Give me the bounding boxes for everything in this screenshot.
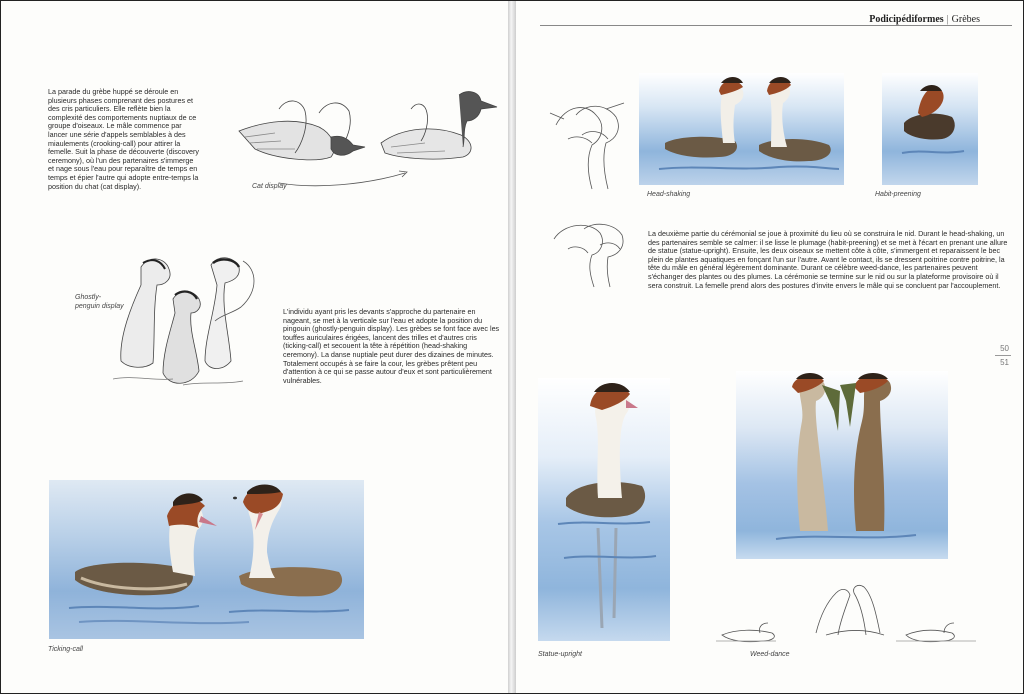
intro-paragraph: La parade du grèbe huppé se déroule en plusieurs phases comprenant des postures et des cris particuliers. Elle reflète bien la complexité des comportements nuptiaux de ce groupe d'oiseaux. Le mâle commence par lancer une série d'appels semblables à des miaulements (crooking-call) pour attirer la femelle. Suit la phase de découverte (discovery ceremony), où l'un des partenaires s'immerge et nage sous l'eau pour reparaître de temps en temps et épier l'autre qui adopte entre-temps la position du chat (cat display).: [48, 87, 200, 191]
header-family: Grèbes: [951, 14, 980, 25]
book-gutter: [508, 1, 516, 693]
statue-upright-painting: [538, 378, 670, 641]
cat-display-sketch: [235, 87, 501, 191]
habit-preening-caption: Habit-preening: [875, 191, 921, 198]
folio-right-number: 51: [1000, 358, 1009, 367]
statue-upright-caption: Statue-upright: [538, 651, 582, 658]
head-shaking-painting: [639, 73, 844, 185]
header-rule: [540, 25, 1012, 26]
ghostly-penguin-caption: Ghostly-penguin display: [75, 294, 124, 310]
ceremony-paragraph: La deuxième partie du cérémonial se joue à proximité du lieu où se construira le nid. Durant le head-shaking, un des partenaires semble se calmer: il se lisse le plumage (habit-preening) et se met à l'écart en prenant une allure de statue (statue-upright). Ensuite, les deux oiseaux se mettent côte à côte, s'immergent et reparaissent le bec plein de plantes aquatiques en fonçant l'un sur l'autre. Avant le contact, ils se dressent poitrine contre poitrine, la tête du mâle en général légèrement dominante. Durant ce célèbre weed-dance, les partenaires peuvent s'échanger des plantes ou des plumes. La cérémonie se termine sur le nid ou sur la plateforme provisoire où il sera construit. La femelle prend alors des postures d'invite envers le mâle qui se concluent par l'accouplement.: [648, 229, 1008, 290]
head-shaking-caption: Head-shaking: [647, 191, 691, 198]
head-shaking-sketch: [546, 95, 630, 191]
weed-dance-caption: Weed-dance: [750, 651, 790, 658]
weed-dance-sketch: [716, 573, 986, 645]
ticking-call-painting: [49, 480, 364, 639]
folio-divider: [995, 355, 1011, 356]
right-page: [516, 1, 1023, 693]
habit-preening-painting: [882, 73, 978, 185]
cat-display-caption: Cat display: [252, 183, 287, 190]
header-order: Podicipédiformes: [869, 14, 944, 25]
left-page: [1, 1, 508, 693]
second-paragraph: L'individu ayant pris les devants s'approche du partenaire en nageant, se met à la verticale sur l'eau et adopte la position du pingouin (ghostly-penguin display). Les grèbes se font face avec les touffes auriculaires érigées, lancent des trilles et d'autres cris (ticking-call) et secouent la tête à répétition (head-shaking ceremony). La danse nuptiale peut durer des dizaines de minutes. Totalement occupés à se faire la cour, les grèbes prêtent peu d'attention à ce qui se passe autour d'eux et sont particulièrement vulnérables.: [283, 307, 500, 385]
ticking-call-caption: Ticking-call: [48, 646, 83, 653]
folio-left-number: 50: [1000, 344, 1009, 353]
ghostly-penguin-sketch: [113, 251, 261, 397]
weed-dance-painting: [736, 371, 948, 559]
running-header: Podicipédiformes | Grèbes: [869, 14, 980, 25]
preening-sketch: [544, 219, 632, 289]
